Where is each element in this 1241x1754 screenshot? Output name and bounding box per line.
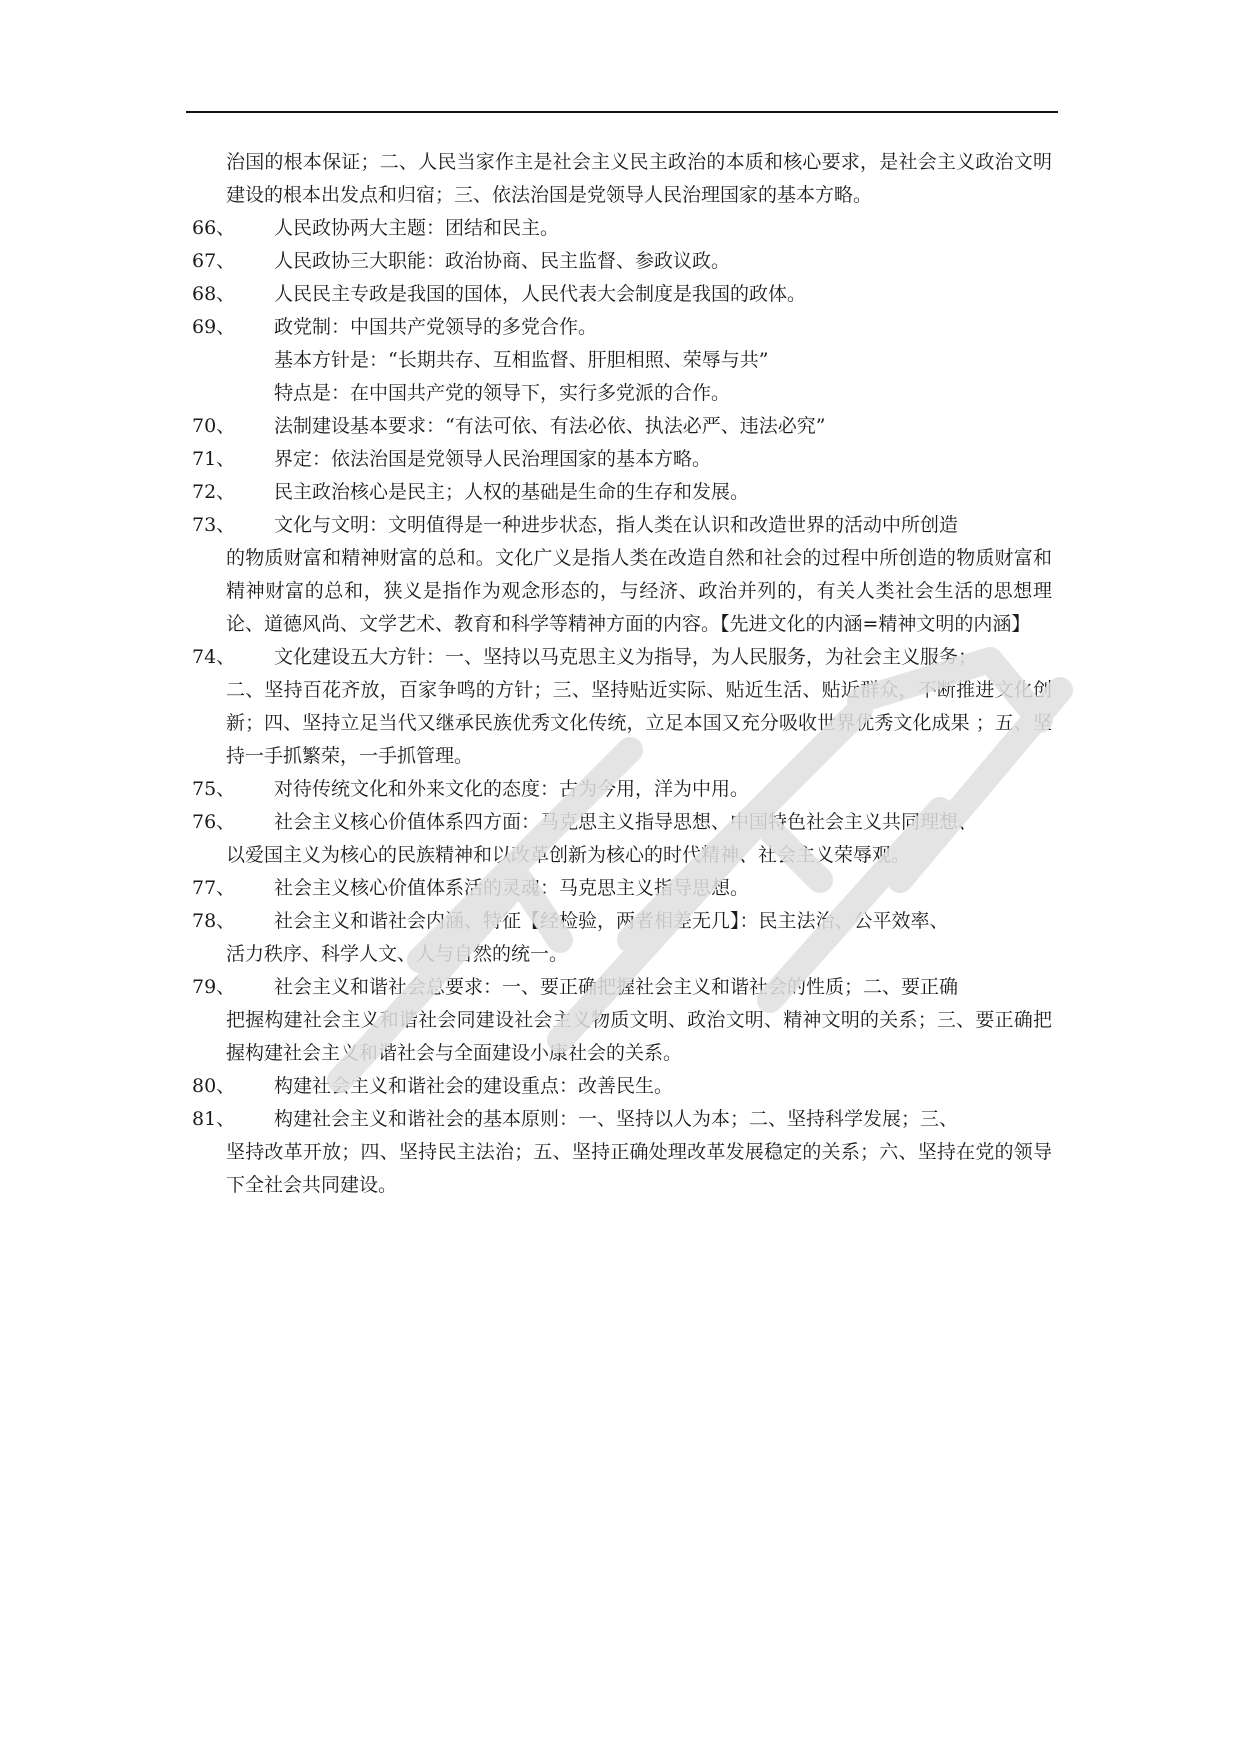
item-number: 75、 [192, 778, 236, 800]
item-69 [192, 311, 1052, 410]
item-subline: 特点是：在中国共产党的领导下，实行多党派的合作。 [274, 382, 731, 404]
item-text: 民主政治核心是民主；人权的基础是生命的生存和发展。 [274, 481, 750, 503]
item-text: 人民政协三大职能：政治协商、民主监督、参政议政。 [274, 250, 731, 272]
item-number: 67、 [192, 250, 236, 272]
item-continuation: 坚持改革开放；四、坚持民主法治；五、坚持正确处理改革发展稳定的关系；六、坚持在党的领导下全社会共同建设。 [226, 1141, 1052, 1196]
item-80 [192, 1070, 1052, 1103]
item-72 [192, 476, 1052, 509]
item-text: 人民民主专政是我国的国体，人民代表大会制度是我国的政体。 [274, 283, 807, 305]
item-number: 70、 [192, 415, 236, 437]
item-text: 对待传统文化和外来文化的态度：古为今用，洋为中用。 [274, 778, 750, 800]
item-number: 79、 [192, 976, 236, 998]
item-81 [192, 1103, 1052, 1202]
item-number: 68、 [192, 283, 236, 305]
document-body [192, 146, 1052, 1202]
item-73 [192, 509, 1052, 641]
item-number: 69、 [192, 316, 236, 338]
item-continuation: 活力秩序、科学人文、人与自然的统一。 [226, 943, 569, 965]
item-text: 社会主义和谐社会内涵、特征【经检验，两者相差无几】：民主法治、公平效率、 [274, 910, 949, 932]
item-text: 构建社会主义和谐社会的基本原则：一、坚持以人为本；二、坚持科学发展；三、 [274, 1108, 959, 1130]
continuation-paragraph: 治国的根本保证；二、人民当家作主是社会主义民主政治的本质和核心要求，是社会主义政治文明建设的根本出发点和归宿；三、依法治国是党领导人民治理国家的基本方略。 [226, 151, 1052, 206]
item-continuation: 把握构建社会主义和谐社会同建设社会主义物质文明、政治文明、精神文明的关系；三、要正确把握构建社会主义和谐社会与全面建设小康社会的关系。 [226, 1009, 1052, 1064]
item-70 [192, 410, 1052, 443]
item-74 [192, 641, 1052, 773]
item-text: 社会主义和谐社会总要求：一、要正确把握社会主义和谐社会的性质；二、要正确 [274, 976, 959, 998]
item-text: 社会主义核心价值体系活的灵魂：马克思主义指导思想。 [274, 877, 750, 899]
item-75 [192, 773, 1052, 806]
item-continuation: 以爱国主义为核心的民族精神和以改革创新为核心的时代精神、社会主义荣辱观。 [226, 844, 911, 866]
item-number: 72、 [192, 481, 236, 503]
item-number: 66、 [192, 217, 236, 239]
header-rule [186, 111, 1058, 113]
item-77 [192, 872, 1052, 905]
item-68 [192, 278, 1052, 311]
item-number: 80、 [192, 1075, 236, 1097]
item-67 [192, 245, 1052, 278]
item-number: 71、 [192, 448, 236, 470]
item-66 [192, 212, 1052, 245]
item-text: 文化建设五大方针：一、坚持以马克思主义为指导，为人民服务，为社会主义服务； [274, 646, 978, 668]
item-text: 人民政协两大主题：团结和民主。 [274, 217, 560, 239]
item-continuation: 的物质财富和精神财富的总和。文化广义是指人类在改造自然和社会的过程中所创造的物质财富和精神财富的总和，狭义是指作为观念形态的，与经济、政治并列的，有关人类社会生活的思想理论、道德风尚、文学艺术、教育和科学等精神方面的内容。【先进文化的内涵=精神文明的内涵】 [226, 547, 1052, 635]
item-text: 政党制：中国共产党领导的多党合作。 [274, 316, 598, 338]
item-number: 78、 [192, 910, 236, 932]
item-number: 74、 [192, 646, 236, 668]
item-number: 76、 [192, 811, 236, 833]
item-subline: 基本方针是：“长期共存、互相监督、肝胆相照、荣辱与共” [274, 349, 769, 371]
item-text: 法制建设基本要求：“有法可依、有法必依、执法必严、违法必究” [274, 415, 826, 437]
item-text: 界定：依法治国是党领导人民治理国家的基本方略。 [274, 448, 712, 470]
item-text: 文化与文明：文明值得是一种进步状态，指人类在认识和改造世界的活动中所创造 [274, 514, 959, 536]
item-number: 77、 [192, 877, 236, 899]
item-continuation: 二、坚持百花齐放，百家争鸣的方针；三、坚持贴近实际、贴近生活、贴近群众，不断推进文化创新；四、坚持立足当代又继承民族优秀文化传统，立足本国又充分吸收世界优秀文化成果 ；五、坚持一手抓繁荣，一手抓管理。 [226, 679, 1052, 767]
item-text: 构建社会主义和谐社会的建设重点：改善民生。 [274, 1075, 674, 1097]
item-number: 73、 [192, 514, 236, 536]
item-79 [192, 971, 1052, 1070]
item-text: 社会主义核心价值体系四方面：马克思主义指导思想、中国特色社会主义共同理想、 [274, 811, 978, 833]
item-78 [192, 905, 1052, 971]
item-number: 81、 [192, 1108, 236, 1130]
item-71 [192, 443, 1052, 476]
item-76 [192, 806, 1052, 872]
